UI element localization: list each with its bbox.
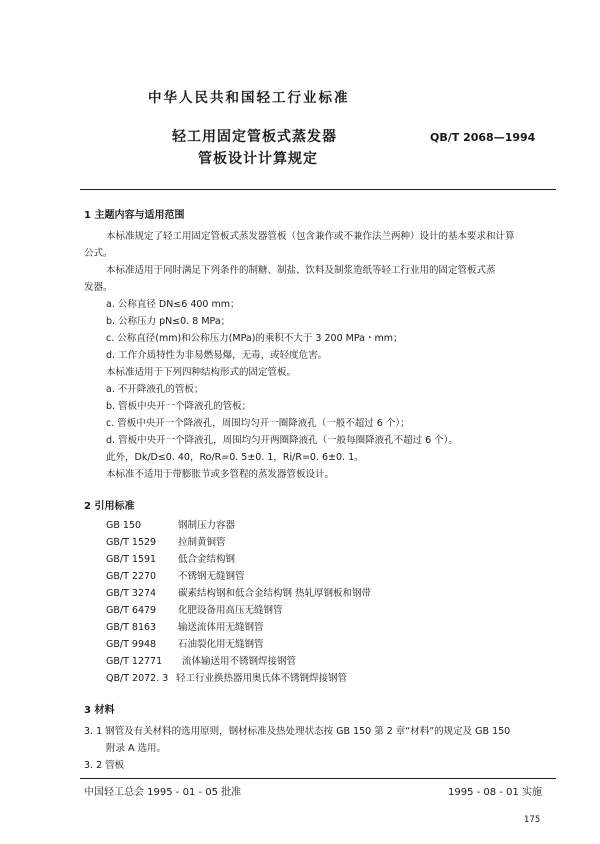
reference-title: 碳素结构钢和低合金结构钢 热轧厚钢板和钢带 xyxy=(178,588,372,599)
condition-item: b. 公称压力 pN≤0. 8 MPa； xyxy=(106,316,231,327)
reference-code: GB/T 1529 xyxy=(106,537,157,548)
implementation-date: 1995 - 08 - 01 实施 xyxy=(448,787,543,798)
section1-paragraph2-line2: 发器。 xyxy=(84,282,113,293)
issuing-authority: 中华人民共和国轻工行业标准 xyxy=(148,90,350,106)
reference-code: QB/T 2072. 3 xyxy=(106,673,169,684)
clause-3-1-line2: 附录 A 选用。 xyxy=(106,743,167,754)
structure-type-item: c. 管板中央开一个降液孔，周围均匀开一圈降液孔（一般不超过 6 个）； xyxy=(106,418,410,429)
reference-title: 拉制黄铜管 xyxy=(178,537,226,548)
section1-paragraph3: 本标准适用于下列四种结构形式的固定管板。 xyxy=(106,367,297,378)
header-rule xyxy=(80,189,556,190)
structure-type-item: a. 不开降液孔的管板； xyxy=(106,384,204,395)
document-title-line2: 管板设计计算规定 xyxy=(198,151,318,167)
reference-title: 轻工行业换热器用奥氏体不锈钢焊接钢管 xyxy=(176,673,348,684)
reference-row xyxy=(106,538,226,548)
reference-code: GB/T 8163 xyxy=(106,622,157,633)
clause-3-2-heading: 3. 2 管板 xyxy=(84,760,125,771)
reference-row xyxy=(106,640,264,650)
structure-type-item: b. 管板中央开一个降液孔的管板； xyxy=(106,401,252,412)
reference-row xyxy=(106,589,371,599)
approval-date: 中国轻工总会 1995 - 01 - 05 批准 xyxy=(84,787,242,798)
clause-3-1-line1: 3. 1 钢管及有关材料的选用原则，钢材标准及热处理状态按 GB 150 第 2 章“材料”的规定及 GB 150 xyxy=(84,726,511,737)
reference-code: GB/T 1591 xyxy=(106,554,157,565)
section1-paragraph5: 本标准不适用于带膨胀节或多管程的蒸发器管板设计。 xyxy=(106,469,335,480)
reference-code: GB/T 3274 xyxy=(106,588,157,599)
reference-row xyxy=(106,674,347,684)
reference-title: 低合金结构钢 xyxy=(178,554,236,565)
reference-code: GB/T 6479 xyxy=(106,605,157,616)
condition-item: d. 工作介质特性为非易燃易爆，无毒，或轻度危害。 xyxy=(106,350,328,361)
reference-row xyxy=(106,521,235,531)
document-title-line1: 轻工用固定管板式蒸发器 xyxy=(172,129,337,145)
footer-rule xyxy=(80,778,556,779)
section1-paragraph1-line1: 本标准规定了轻工用固定管板式蒸发器管板（包含兼作或不兼作法兰两种）设计的基本要求和计算 xyxy=(106,231,515,242)
reference-row xyxy=(106,606,283,616)
reference-title: 钢制压力容器 xyxy=(178,520,236,531)
section3-heading: 3 材料 xyxy=(84,705,115,716)
reference-code: GB/T 2270 xyxy=(106,571,157,582)
reference-title: 石油裂化用无缝钢管 xyxy=(178,639,264,650)
reference-row xyxy=(106,657,296,667)
reference-code: GB 150 xyxy=(106,520,142,531)
section1-paragraph2-line1: 本标准适用于同时满足下列条件的制糖、制盐、饮料及制浆造纸等轻工行业用的固定管板式蒸 xyxy=(106,265,496,276)
reference-code: GB/T 9948 xyxy=(106,639,157,650)
page-number: 175 xyxy=(524,815,541,825)
section2-heading: 2 引用标准 xyxy=(84,501,135,512)
section1-paragraph4: 此外，Dk/D≤0. 40，Ro/R=0. 5±0. 1，Ri/R=0. 6±0. 1。 xyxy=(106,452,364,463)
reference-row xyxy=(106,555,235,565)
reference-title: 不锈钢无缝钢管 xyxy=(178,571,245,582)
condition-item: a. 公称直径 DN≤6 400 mm； xyxy=(106,299,240,310)
section1-heading: 1 主题内容与适用范围 xyxy=(84,210,185,221)
section1-paragraph1-line2: 公式。 xyxy=(84,248,113,259)
reference-row xyxy=(106,572,245,582)
reference-title: 输送流体用无缝钢管 xyxy=(178,622,264,633)
reference-row xyxy=(106,623,264,633)
reference-code: GB/T 12771 xyxy=(106,656,163,667)
structure-type-item: d. 管板中央开一个降液孔，周围均匀开两圈降液孔（一般每圈降液孔不超过 6 个）。 xyxy=(106,435,458,446)
standard-code: QB/T 2068—1994 xyxy=(430,131,536,144)
reference-title: 流体输送用不锈钢焊接钢管 xyxy=(182,656,297,667)
reference-title: 化肥设备用高压无缝钢管 xyxy=(178,605,283,616)
condition-item: c. 公称直径(mm)和公称压力(MPa)的乘积不大于 3 200 MPa・mm； xyxy=(106,333,403,344)
